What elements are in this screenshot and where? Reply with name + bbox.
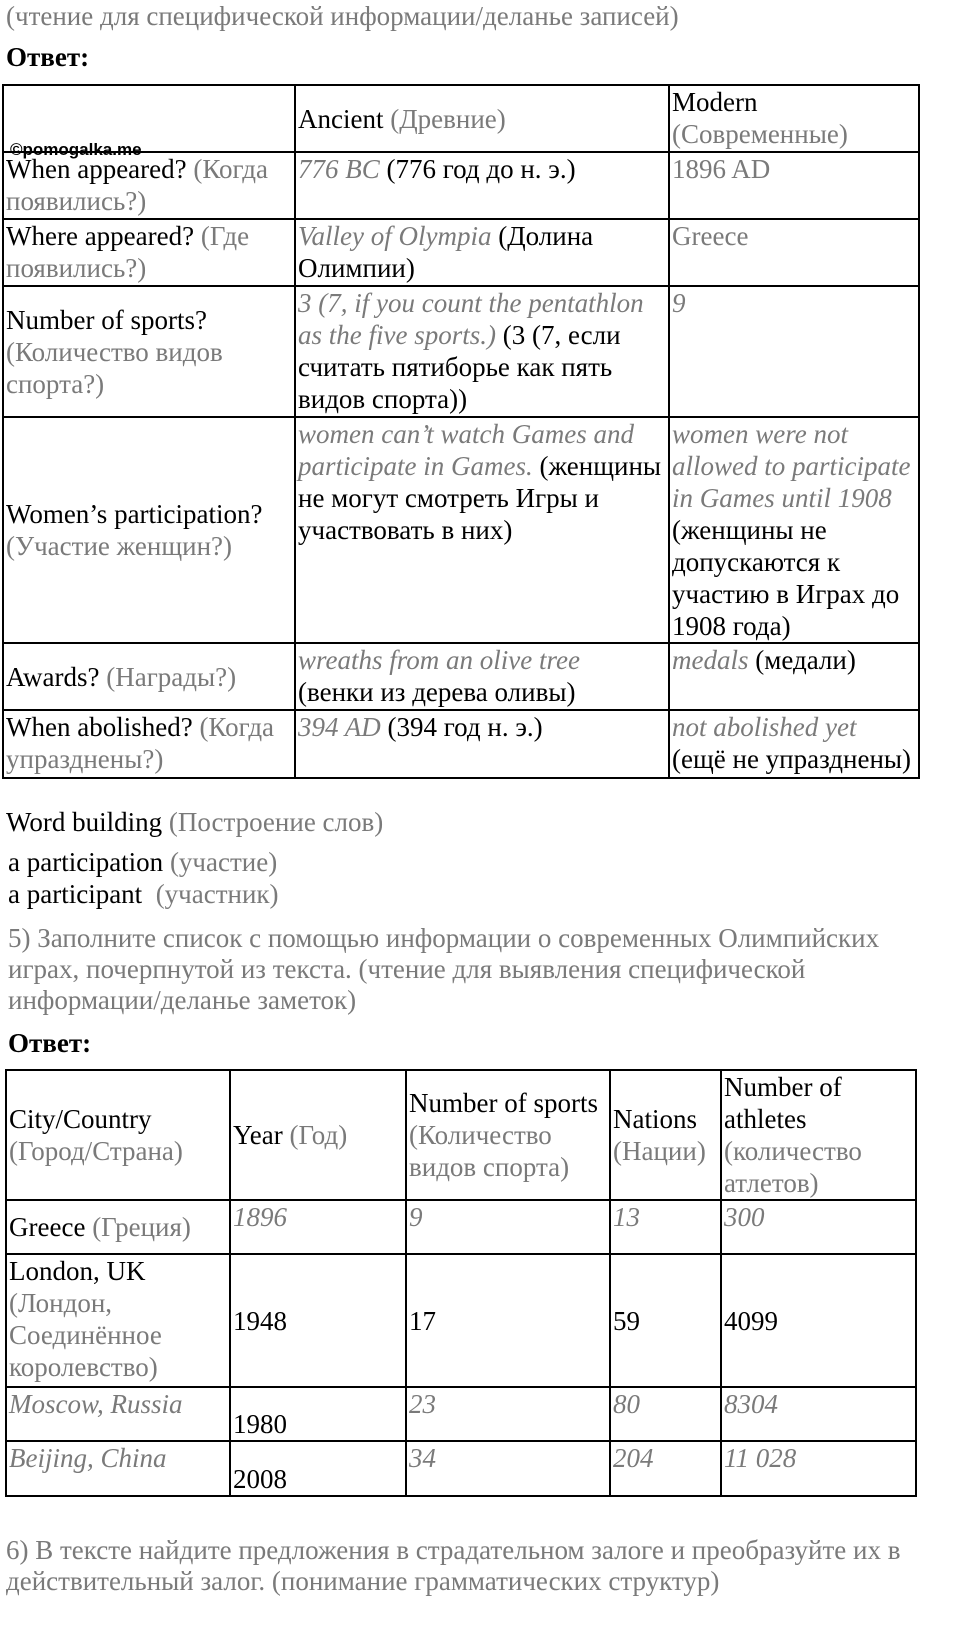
table-row (6, 1200, 916, 1254)
table-row (6, 1441, 916, 1496)
modern-cell: not abolished yet (ещё не упразднены) (669, 710, 919, 778)
task5-line: информации/деланье заметок) (8, 985, 357, 1015)
word-building-item: a participant (участник) (8, 879, 279, 909)
athletes-cell: 8304 (721, 1387, 916, 1441)
year-cell: 2008 (230, 1441, 406, 1496)
table-row (3, 710, 919, 778)
table-row (6, 1387, 916, 1441)
modern-cell: 1896 AD (669, 152, 919, 219)
question-cell: When appeared? (Когда появились?) (3, 152, 295, 219)
sports-cell: 23 (406, 1387, 610, 1441)
header-city: City/Country (Город/Страна) (6, 1070, 230, 1200)
athletes-cell: 300 (721, 1200, 916, 1254)
year-cell: 1896 (230, 1200, 406, 1254)
header-year: Year (Год) (230, 1070, 406, 1200)
city-cell: London, UK (Лондон, Соединённое королевство) (6, 1254, 230, 1387)
table-row (6, 1254, 916, 1387)
table-header-row (6, 1070, 916, 1200)
ancient-cell: 776 BC (776 год до н. э.) (295, 152, 669, 219)
sports-cell: 9 (406, 1200, 610, 1254)
answer-label: Ответ: (8, 1028, 92, 1058)
header-ancient: Ancient (Древние) (295, 85, 669, 152)
task5-line: играх, почерпнутой из текста. (чтение для выявления специфической (8, 954, 806, 984)
sports-cell: 17 (406, 1254, 610, 1387)
city-cell: Moscow, Russia (6, 1387, 230, 1441)
table-row (3, 643, 919, 710)
nations-cell: 204 (610, 1441, 721, 1496)
modern-cell: women were not allowed to participate in Games until 1908 (женщины не допускаются к участию в Играх до 1908 года) (669, 417, 919, 643)
question-cell: Women’s participation? (Участие женщин?) (3, 417, 295, 643)
table-row (3, 219, 919, 286)
question-cell: Awards? (Награды?) (3, 643, 295, 710)
ancient-cell: wreaths from an olive tree (венки из дерева оливы) (295, 643, 669, 710)
modern-cell: 9 (669, 286, 919, 417)
ancient-cell: 394 AD (394 год н. э.) (295, 710, 669, 778)
ancient-cell: 3 (7, if you count the pentathlon as the five sports.) (3 (7, если считать пятиборье как пять видов спорта)) (295, 286, 669, 417)
modern-cell: medals (медали) (669, 643, 919, 710)
year-cell: 1948 (230, 1254, 406, 1387)
nations-cell: 13 (610, 1200, 721, 1254)
watermark: ©pomogalka.me (10, 140, 142, 159)
table-row (3, 417, 919, 643)
ancient-cell: women can’t watch Games and participate in Games. (женщины не могут смотреть Игры и участвовать в них) (295, 417, 669, 643)
nations-cell: 59 (610, 1254, 721, 1387)
question-cell: Where appeared? (Где появились?) (3, 219, 295, 286)
question-cell: When abolished? (Когда упразднены?) (3, 710, 295, 778)
sports-cell: 34 (406, 1441, 610, 1496)
task6-line: 6) В тексте найдите предложения в страдательном залоге и преобразуйте их в (6, 1535, 901, 1565)
table-row (3, 152, 919, 219)
answer-label: Ответ: (6, 42, 90, 72)
olympics-comparison-table (2, 84, 920, 779)
intro-line: (чтение для специфической информации/деланье записей) (6, 1, 679, 31)
modern-cell: Greece (669, 219, 919, 286)
task6-line: действительный залог. (понимание грамматических структур) (6, 1566, 720, 1596)
modern-olympics-table (5, 1069, 917, 1497)
task5-line: 5) Заполните список с помощью информации о современных Олимпийских (8, 923, 880, 953)
year-cell: 1980 (230, 1387, 406, 1441)
header-modern: Modern (Современные) (669, 85, 919, 152)
athletes-cell: 11 028 (721, 1441, 916, 1496)
header-athletes: Number of athletes (количество атлетов) (721, 1070, 916, 1200)
nations-cell: 80 (610, 1387, 721, 1441)
word-building-item: a participation (участие) (8, 847, 278, 877)
athletes-cell: 4099 (721, 1254, 916, 1387)
city-cell: Greece (Греция) (6, 1200, 230, 1254)
header-sports: Number of sports (Количество видов спорта) (406, 1070, 610, 1200)
ancient-cell: Valley of Olympia (Долина Олимпии) (295, 219, 669, 286)
question-cell: Number of sports? (Количество видов спорта?) (3, 286, 295, 417)
table-row (3, 286, 919, 417)
word-building-title: Word building (Построение слов) (6, 807, 384, 837)
city-cell: Beijing, China (6, 1441, 230, 1496)
header-nations: Nations (Нации) (610, 1070, 721, 1200)
